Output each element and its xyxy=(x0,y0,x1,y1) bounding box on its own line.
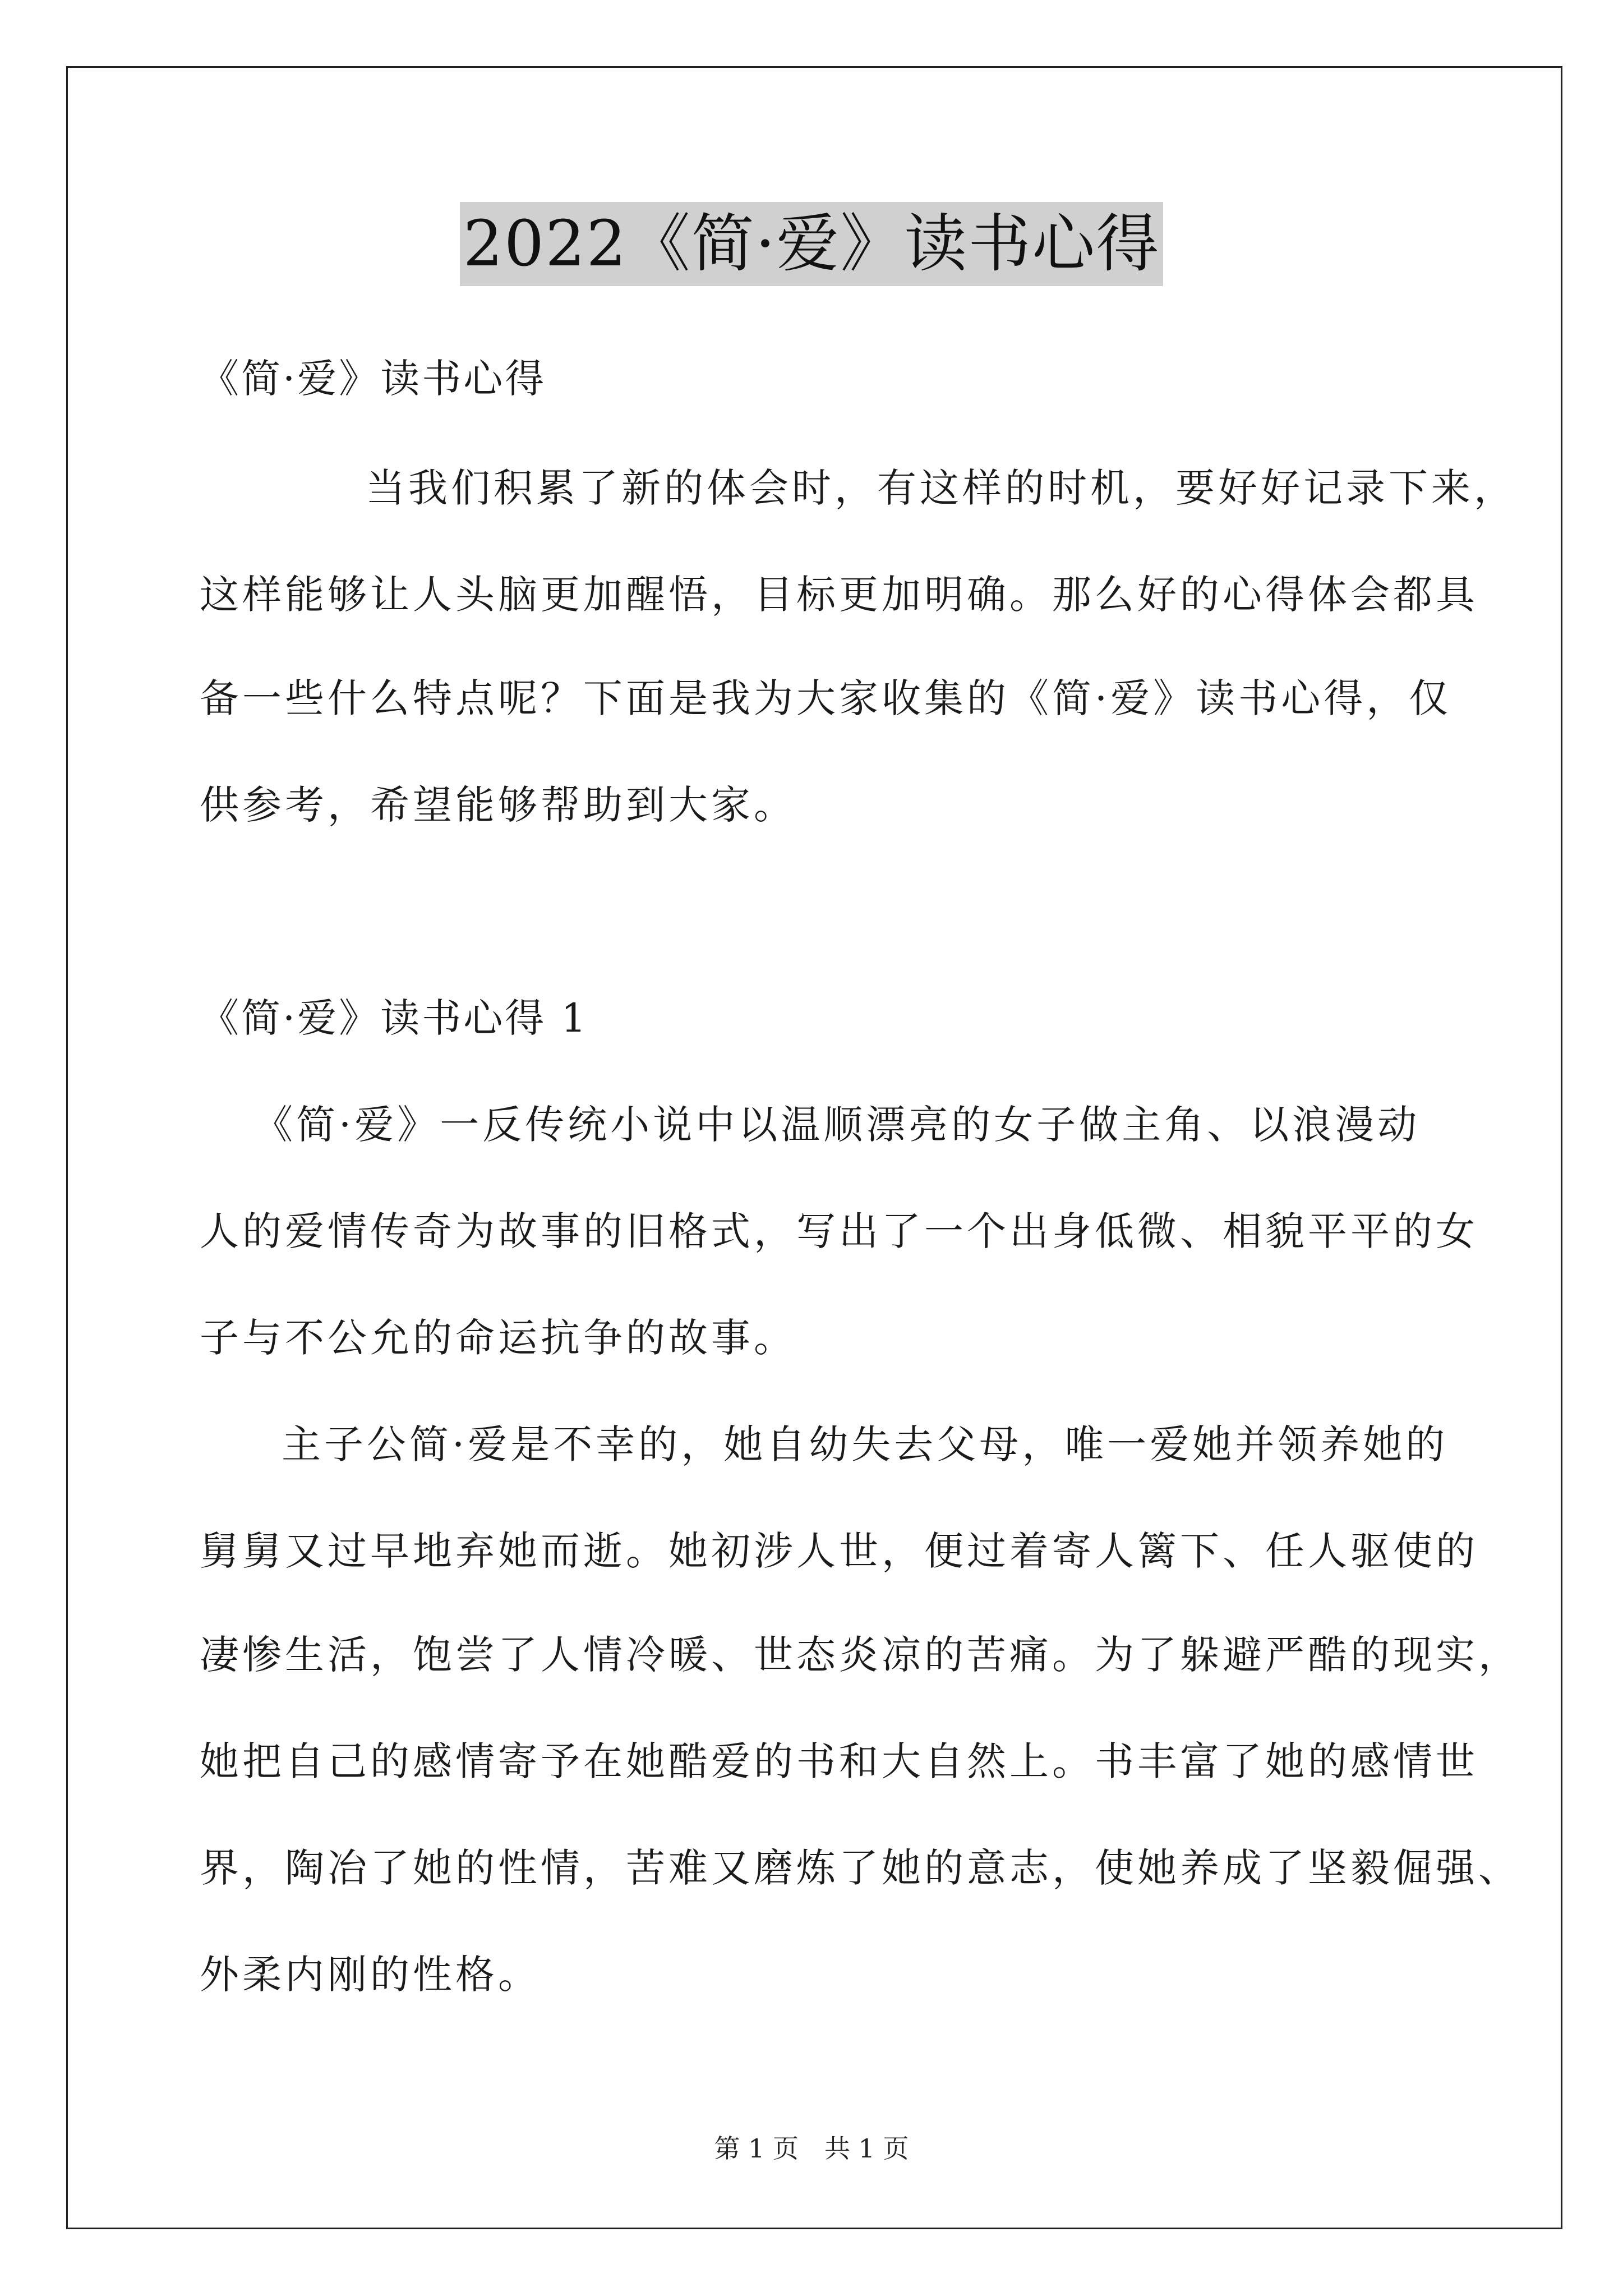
paragraph-line: 舅舅又过早地弃她而逝。她初涉人世，便过着寄人篱下、任人驱使的 xyxy=(200,1528,1478,1574)
paragraph-line: 外柔内刚的性格。 xyxy=(200,1952,541,1998)
title-container xyxy=(0,202,1623,286)
paragraph-line: 凄惨生活，饱尝了人情冷暖、世态炎凉的苦痛。为了躲避严酷的现实， xyxy=(200,1632,1521,1678)
paragraph-line: 界，陶冶了她的性情，苦难又磨炼了她的意志，使她养成了坚毅倔强、 xyxy=(200,1845,1521,1891)
paragraph-line: 《简·爱》一反传统小说中以温顺漂亮的女子做主角、以浪漫动 xyxy=(253,1102,1421,1148)
paragraph-line: 主子公简·爱是不幸的，她自幼失去父母，唯一爱她并领养她的 xyxy=(282,1421,1449,1467)
paragraph-line: 子与不公允的命运抗争的故事。 xyxy=(200,1315,796,1361)
intro-heading: 《简·爱》读书心得 xyxy=(200,356,547,402)
intro-line: 供参考，希望能够帮助到大家。 xyxy=(200,782,796,828)
intro-line: 当我们积累了新的体会时，有这样的时机，要好好记录下来， xyxy=(366,465,1516,511)
intro-line: 备一些什么特点呢？下面是我为大家收集的《简·爱》读书心得，仅 xyxy=(200,675,1452,721)
document-title: 2022《简·爱》读书心得 xyxy=(460,202,1164,286)
section-heading: 《简·爱》读书心得 1 xyxy=(200,995,589,1041)
paragraph-line: 她把自己的感情寄予在她酷爱的书和大自然上。书丰富了她的感情世 xyxy=(200,1738,1478,1784)
page-number-footer: 第 1 页 共 1 页 xyxy=(714,2133,909,2164)
paragraph-line: 人的爱情传奇为故事的旧格式，写出了一个出身低微、相貌平平的女 xyxy=(200,1208,1478,1254)
intro-line: 这样能够让人头脑更加醒悟，目标更加明确。那么好的心得体会都具 xyxy=(200,572,1478,618)
